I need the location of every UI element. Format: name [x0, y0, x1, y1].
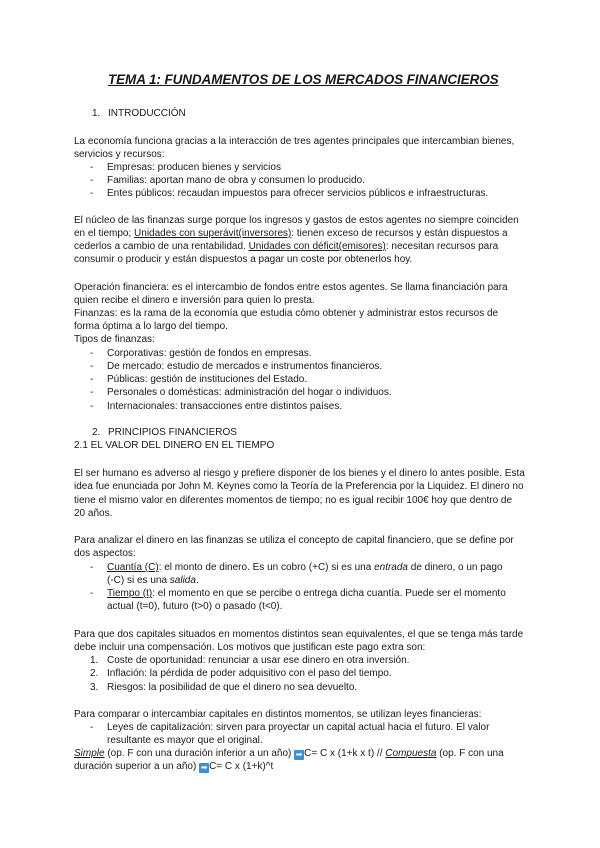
bullet-dash: -: [90, 175, 94, 186]
list-item: Coste de oportunidad: renunciar a usar ese dinero en otra inversión.: [107, 655, 410, 666]
list-item: Inflación: la pérdida de poder adquisitivo con el paso del tiempo.: [107, 668, 392, 679]
list-item: Tiempo (t): el momento en que se percibe o entrega dicha cuantía. Puede ser el momento: [107, 588, 506, 599]
list-item-continuation: actual (t=0), futuro (t>0) o pasado (t<0).: [107, 601, 283, 612]
underlined-term: Compuesta: [385, 748, 437, 759]
section-heading: PRINCIPIOS FINANCIEROS: [108, 427, 237, 438]
paragraph-line: forma óptima a lo largo del tiempo.: [74, 321, 228, 332]
list-item: Riesgos: la posibilidad de que el dinero no sea devuelto.: [107, 682, 358, 693]
paragraph-line: Operación financiera: es el intercambio de fondos entre estos agentes. Se llama financiación para: [74, 282, 508, 293]
list-item: Entes públicos: recaudan impuestos para ofrecer servicios públicos e infraestructuras.: [107, 188, 489, 199]
paragraph-line: La economía funciona gracias a la interacción de tres agentes principales que intercambian bienes,: [74, 136, 515, 147]
bullet-dash: -: [90, 588, 94, 599]
paragraph-line: Para analizar el dinero en las finanzas se utiliza el concepto de capital financiero, que se define por: [74, 535, 514, 546]
paragraph-line: dos aspectos:: [74, 548, 136, 559]
section-number: 2.: [92, 427, 101, 438]
list-item-continuation: (-C) si es una salida.: [107, 575, 199, 586]
paragraph-line: 20 años.: [74, 508, 113, 519]
bullet-dash: -: [90, 374, 94, 385]
page-title: TEMA 1: FUNDAMENTOS DE LOS MERCADOS FINANCIEROS: [108, 72, 499, 87]
bullet-dash: -: [90, 562, 94, 573]
paragraph-line: cederlos a cambio de una rentabilidad. Unidades con déficit(emisores): necesitan recursos para: [74, 241, 499, 252]
section-heading: INTRODUCCIÓN: [108, 108, 186, 119]
list-number: 2.: [90, 668, 99, 679]
paragraph-line: debe incluir una compensación. Los motivos que justifican este pago extra son:: [74, 642, 426, 653]
bullet-dash: -: [90, 401, 94, 412]
list-item: Familias: aportan mano de obra y consumen lo producido.: [107, 175, 365, 186]
list-item: Leyes de capitalización: sirven para proyectar un capital actual hacia el futuro. El valor: [107, 722, 490, 733]
section-number: 1.: [92, 108, 101, 119]
list-item: Corporativas: gestión de fondos en empresas.: [107, 348, 312, 359]
underlined-term: Cuantía (C): [107, 562, 159, 573]
paragraph-line: Para comparar o intercambiar capitales en distintos momentos, se utilizan leyes financieras:: [74, 709, 482, 720]
list-number: 1.: [90, 655, 99, 666]
list-item: Empresas: producen bienes y servicios: [107, 162, 281, 173]
formula-line: duración superior a un año) ➡ C= C x (1+k)^t: [74, 761, 274, 772]
list-item-continuation: resultante es mayor que el original.: [107, 735, 263, 746]
formula-line: Simple (op. F con una duración inferior a un año) ➡ C= C x (1+k x t) // Compuesta (op. F con una: [74, 748, 504, 759]
bullet-dash: -: [90, 162, 94, 173]
underlined-term: Simple: [74, 748, 105, 759]
bullet-dash: -: [90, 188, 94, 199]
list-item: Cuantía (C): el monto de dinero. Es un cobro (+C) si es una entrada de dinero, o un pago: [107, 562, 503, 573]
underlined-term: Tiempo (t): [107, 588, 153, 599]
bullet-dash: -: [90, 722, 94, 733]
list-item: Públicas: gestión de instituciones del Estado.: [107, 374, 308, 385]
underlined-term: Unidades con superávit(inversores): [134, 228, 292, 239]
paragraph-line: quien recibe el dinero e inversión para quien lo presta.: [74, 295, 315, 306]
subsection-heading: 2.1 EL VALOR DEL DINERO EN EL TIEMPO: [74, 440, 275, 451]
paragraph-line: servicios y recursos:: [74, 149, 165, 160]
bullet-dash: -: [90, 387, 94, 398]
paragraph-line: idea fue enunciada por John M. Keynes como la Teoría de la Preferencia por la Liquidez. El dinero no: [74, 481, 524, 492]
underlined-term: Unidades con déficit(emisores): [248, 241, 386, 252]
paragraph-line: Tipos de finanzas:: [74, 334, 155, 345]
paragraph-line: Finanzas: es la rama de la economía que estudia cómo obtener y administrar estos recursos de: [74, 308, 499, 319]
list-item: Internacionales: transacciones entre distintos países.: [107, 401, 343, 412]
bullet-dash: -: [90, 348, 94, 359]
right-arrow-icon: ➡: [200, 763, 208, 772]
paragraph-line: El ser humano es adverso al riesgo y prefiere disponer de los bienes y el dinero lo antes posible. Esta: [74, 468, 525, 479]
paragraph-line: en el tiempo; Unidades con superávit(inversores): tienen exceso de recursos y están dispuestos a: [74, 228, 508, 239]
bullet-dash: -: [90, 361, 94, 372]
paragraph-line: tiene el mismo valor en diferentes momentos de tiempo; no es igual recibir 100€ hoy que dentro de: [74, 495, 513, 506]
list-item: De mercado: estudio de mercados e instrumentos financieros.: [107, 361, 383, 372]
paragraph-line: consumir o producir y están dispuestos a pagar un coste por obtenerlos hoy.: [74, 254, 413, 265]
paragraph-line: El núcleo de las finanzas surge porque los ingresos y gastos de estos agentes no siempre coinciden: [74, 215, 519, 226]
right-arrow-icon: ➡: [295, 750, 303, 759]
list-item: Personales o domésticas: administración del hogar o individuos.: [107, 387, 392, 398]
paragraph-line: Para que dos capitales situados en momentos distintos sean equivalentes, el que se tenga más tarde: [74, 629, 524, 640]
list-number: 3.: [90, 682, 99, 693]
